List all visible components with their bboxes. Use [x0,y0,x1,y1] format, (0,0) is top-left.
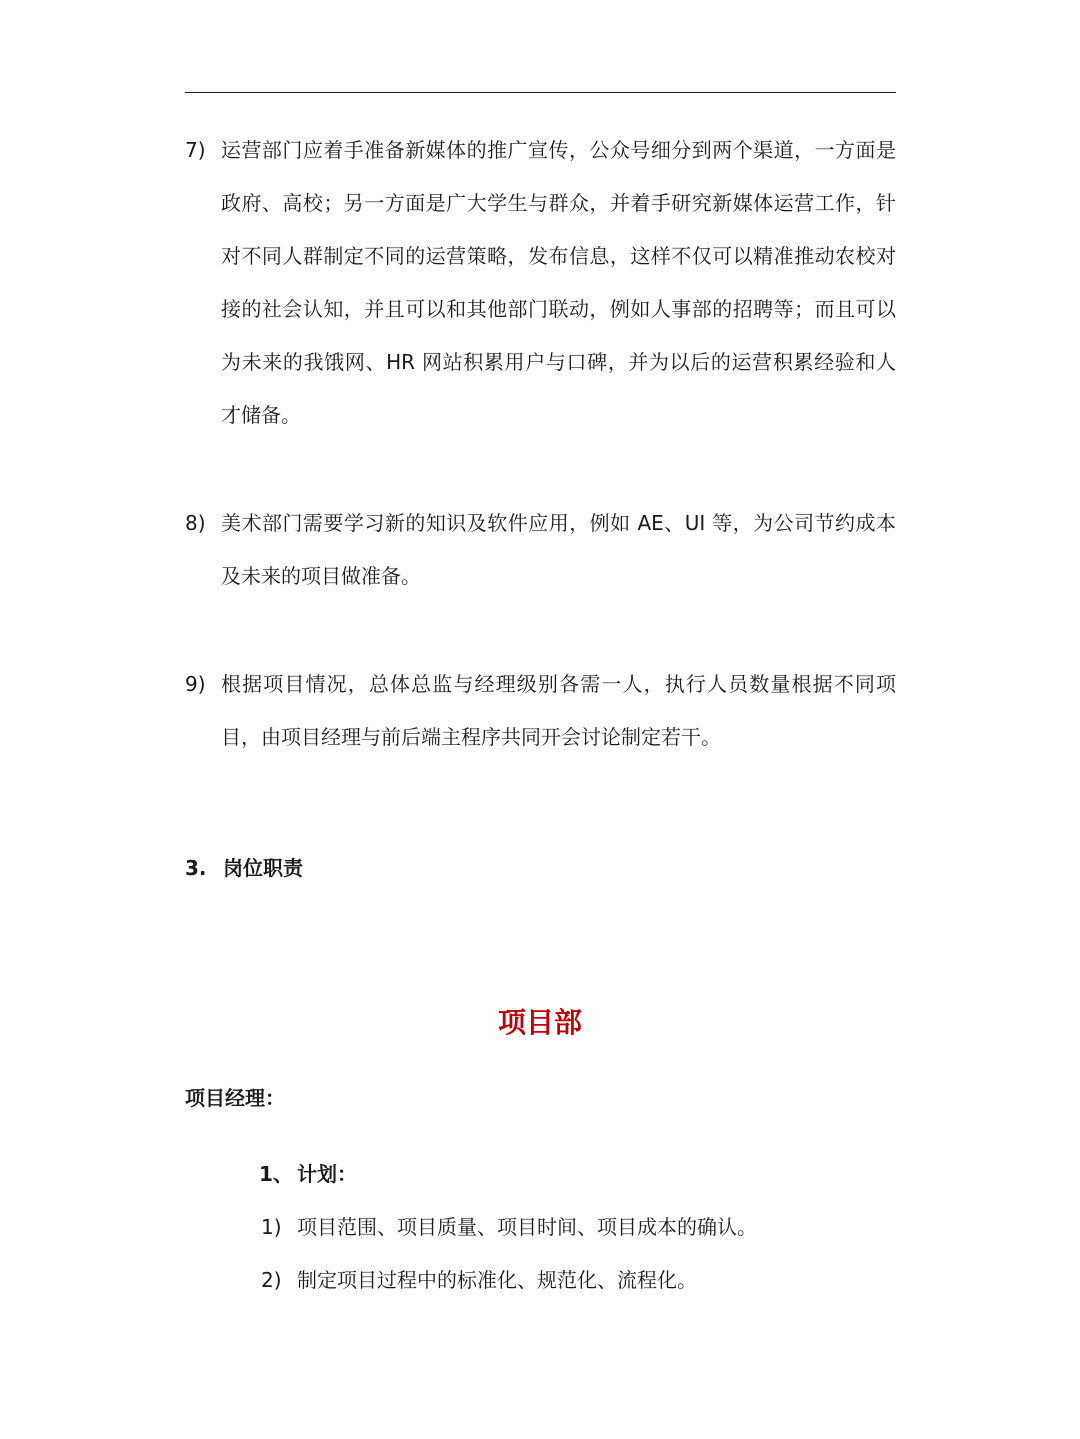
section-heading [185,852,303,884]
list-item-7 [185,124,896,442]
subsection-title: 计划： [297,1162,357,1186]
department-title: 项目部 [497,1006,582,1039]
list-item-number: 9) [185,672,206,696]
header-rule [185,92,896,93]
subsection-item-2 [261,1264,697,1296]
list-item-number: 8) [185,511,206,535]
subsection-item-text: 制定项目过程中的标准化、规范化、流程化。 [297,1268,697,1292]
subsection-item-text: 项目范围、项目质量、项目时间、项目成本的确认。 [297,1215,757,1239]
subsection-item-number: 1) [261,1215,282,1239]
list-item-text: 根据项目情况，总体总监与经理级别各需一人，执行人员数量根据不同项目，由项目经理与前后端主程序共同开会讨论制定若干。 [221,672,896,749]
list-item-8 [185,497,896,603]
list-item-text: 美术部门需要学习新的知识及软件应用，例如 AE、UI 等，为公司节约成本及未来的项目做准备。 [221,511,896,588]
role-title: 项目经理： [185,1086,285,1110]
subsection-item-1 [261,1211,757,1243]
subsection-number: 1、 [259,1162,293,1186]
list-item-number: 7) [185,138,206,162]
section-number: 3. [185,856,207,880]
list-item-9 [185,658,896,764]
section-title: 岗位职责 [223,856,303,880]
subsection-item-number: 2) [261,1268,282,1292]
subsection-heading [259,1158,357,1190]
list-item-text: 运营部门应着手准备新媒体的推广宣传，公众号细分到两个渠道，一方面是政府、高校；另一方面是广大学生与群众，并着手研究新媒体运营工作，针对不同人群制定不同的运营策略，发布信息，这样不仅可以精准推动农校对接的社会认知，并且可以和其他部门联动，例如人事部的招聘等；而且可以为未来的我饿网、HR 网站积累用户与口碑，并为以后的运营积累经验和人才储备。 [221,138,896,427]
